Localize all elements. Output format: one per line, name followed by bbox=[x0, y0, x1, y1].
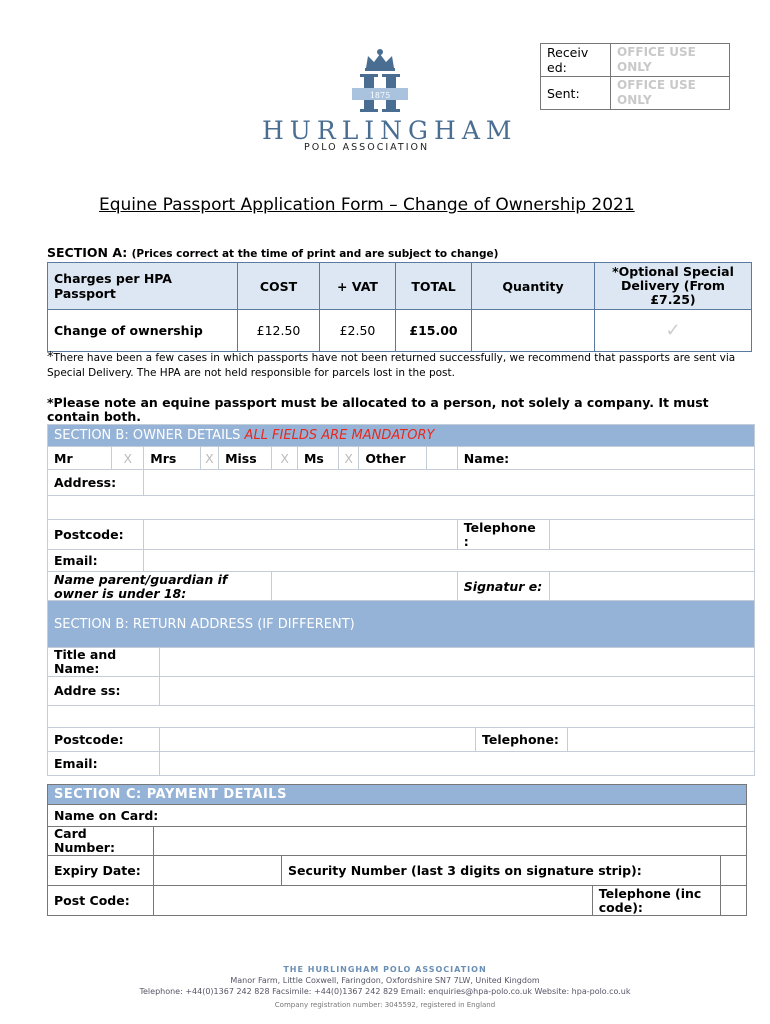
address-field-line-2[interactable] bbox=[48, 496, 755, 520]
delivery-note-star: * bbox=[47, 350, 54, 365]
signature-label: Signatur e: bbox=[457, 572, 549, 602]
section-a-note: (Prices correct at the time of print and are subject to change) bbox=[131, 248, 499, 260]
footer-org: THE HURLINGHAM POLO ASSOCIATION bbox=[283, 965, 487, 974]
return-telephone-field[interactable] bbox=[568, 728, 755, 752]
expiry-field[interactable] bbox=[154, 856, 282, 886]
return-title-name-field[interactable] bbox=[160, 648, 755, 677]
security-number-field[interactable] bbox=[720, 856, 746, 886]
name-on-card-field[interactable]: Name on Card: bbox=[48, 805, 747, 827]
footer-contact: Telephone: +44(0)1367 242 828 Facsimile: +44(0)1367 242 829 Email: enquiries@hpa-polo.co.uk Website: hpa-polo.co.uk bbox=[139, 987, 631, 996]
col-cost: COST bbox=[238, 263, 320, 310]
delivery-note bbox=[47, 350, 737, 381]
card-number-label: Card Number: bbox=[48, 827, 154, 856]
telephone-label: Telephone : bbox=[457, 520, 549, 550]
expiry-label: Expiry Date: bbox=[48, 856, 154, 886]
sent-label: Sent: bbox=[541, 77, 611, 110]
title-miss-label: Miss bbox=[219, 447, 272, 470]
return-section-header: SECTION B: RETURN ADDRESS (IF DIFFERENT) bbox=[48, 601, 755, 648]
post-code-label: Post Code: bbox=[48, 886, 154, 916]
return-address-table bbox=[47, 600, 755, 776]
card-telephone-label: Telephone (inc code): bbox=[592, 886, 720, 916]
return-title-name-label: Title and Name: bbox=[48, 648, 160, 677]
guardian-label: Name parent/guardian if owner is under 18: bbox=[48, 572, 272, 602]
title-other-label: Other bbox=[359, 447, 427, 470]
postcode-label: Postcode: bbox=[48, 520, 144, 550]
signature-field[interactable] bbox=[549, 572, 754, 602]
col-quantity: Quantity bbox=[472, 263, 595, 310]
section-a-label: SECTION A: bbox=[47, 245, 128, 260]
return-postcode-label: Postcode: bbox=[48, 728, 160, 752]
logo-subtitle: POLO ASSOCIATION bbox=[304, 142, 430, 153]
quantity-field[interactable] bbox=[472, 310, 595, 352]
col-charges: Charges per HPA Passport bbox=[48, 263, 238, 310]
name-label[interactable]: Name: bbox=[457, 447, 754, 470]
security-number-label: Security Number (last 3 digits on signature strip): bbox=[282, 856, 721, 886]
charge-total: £15.00 bbox=[396, 310, 472, 352]
col-vat: + VAT bbox=[320, 263, 396, 310]
passport-note: *Please note an equine passport must be allocated to a person, not solely a company. It must contain both. bbox=[47, 395, 709, 424]
sent-value: OFFICE USE ONLY bbox=[611, 77, 730, 110]
return-address-field[interactable] bbox=[160, 677, 755, 706]
mandatory-notice: ALL FIELDS ARE MANDATORY bbox=[244, 428, 435, 443]
address-label: Address: bbox=[48, 470, 144, 496]
title-miss-checkbox[interactable]: X bbox=[272, 447, 298, 470]
telephone-field[interactable] bbox=[549, 520, 754, 550]
title-ms-checkbox[interactable]: X bbox=[338, 447, 358, 470]
office-use-box bbox=[540, 43, 730, 110]
owner-section-header bbox=[48, 425, 755, 447]
owner-details-table bbox=[47, 424, 755, 602]
title-ms-label: Ms bbox=[297, 447, 338, 470]
title-mrs-label: Mrs bbox=[144, 447, 200, 470]
footer-address: Manor Farm, Little Coxwell, Faringdon, Oxfordshire SN7 7LW, United Kingdom bbox=[230, 976, 540, 985]
return-address-field-line-2[interactable] bbox=[48, 706, 755, 728]
received-label: Receiv ed: bbox=[541, 44, 611, 77]
check-icon[interactable]: ✓ bbox=[595, 310, 752, 352]
footer-registration: Company registration number: 3045592, registered in England bbox=[274, 1001, 496, 1009]
title-mr-checkbox[interactable]: X bbox=[112, 447, 144, 470]
postcode-field[interactable] bbox=[144, 520, 457, 550]
hurlingham-logo bbox=[352, 48, 408, 116]
address-field[interactable] bbox=[144, 470, 755, 496]
return-postcode-field[interactable] bbox=[160, 728, 476, 752]
card-telephone-field[interactable] bbox=[720, 886, 746, 916]
return-email-label: Email: bbox=[48, 752, 160, 776]
return-email-field[interactable] bbox=[160, 752, 755, 776]
charge-vat: £2.50 bbox=[320, 310, 396, 352]
charge-item: Change of ownership bbox=[48, 310, 238, 352]
email-label: Email: bbox=[48, 550, 144, 572]
section-a-heading bbox=[47, 245, 498, 260]
return-telephone-label: Telephone: bbox=[476, 728, 568, 752]
logo-year: 1875 bbox=[369, 91, 391, 100]
payment-section-header: SECTION C: PAYMENT DETAILS bbox=[48, 785, 747, 805]
owner-section-title: SECTION B: OWNER DETAILS bbox=[54, 428, 245, 443]
card-number-field[interactable] bbox=[154, 827, 747, 856]
return-address-label: Addre ss: bbox=[48, 677, 160, 706]
title-mrs-checkbox[interactable]: X bbox=[200, 447, 218, 470]
crown-icon bbox=[352, 48, 408, 116]
delivery-note-text: There have been a few cases in which passports have not been returned successfully, we recommend that passports are sent via Special Delivery. The HPA are not held responsible for parcels lost in the post. bbox=[47, 352, 736, 379]
logo-wordmark: HURLINGHAM bbox=[262, 116, 518, 145]
col-special-delivery: *Optional Special Delivery (From £7.25) bbox=[595, 263, 752, 310]
received-value: OFFICE USE ONLY bbox=[611, 44, 730, 77]
payment-details-table bbox=[47, 784, 747, 916]
post-code-field[interactable] bbox=[154, 886, 593, 916]
charge-cost: £12.50 bbox=[238, 310, 320, 352]
title-other-field[interactable] bbox=[427, 447, 458, 470]
guardian-field[interactable] bbox=[272, 572, 457, 602]
page-title: Equine Passport Application Form – Change of Ownership 2021 bbox=[99, 195, 635, 215]
email-field[interactable] bbox=[144, 550, 755, 572]
charges-table bbox=[47, 262, 752, 352]
col-total: TOTAL bbox=[396, 263, 472, 310]
title-mr-label: Mr bbox=[48, 447, 112, 470]
